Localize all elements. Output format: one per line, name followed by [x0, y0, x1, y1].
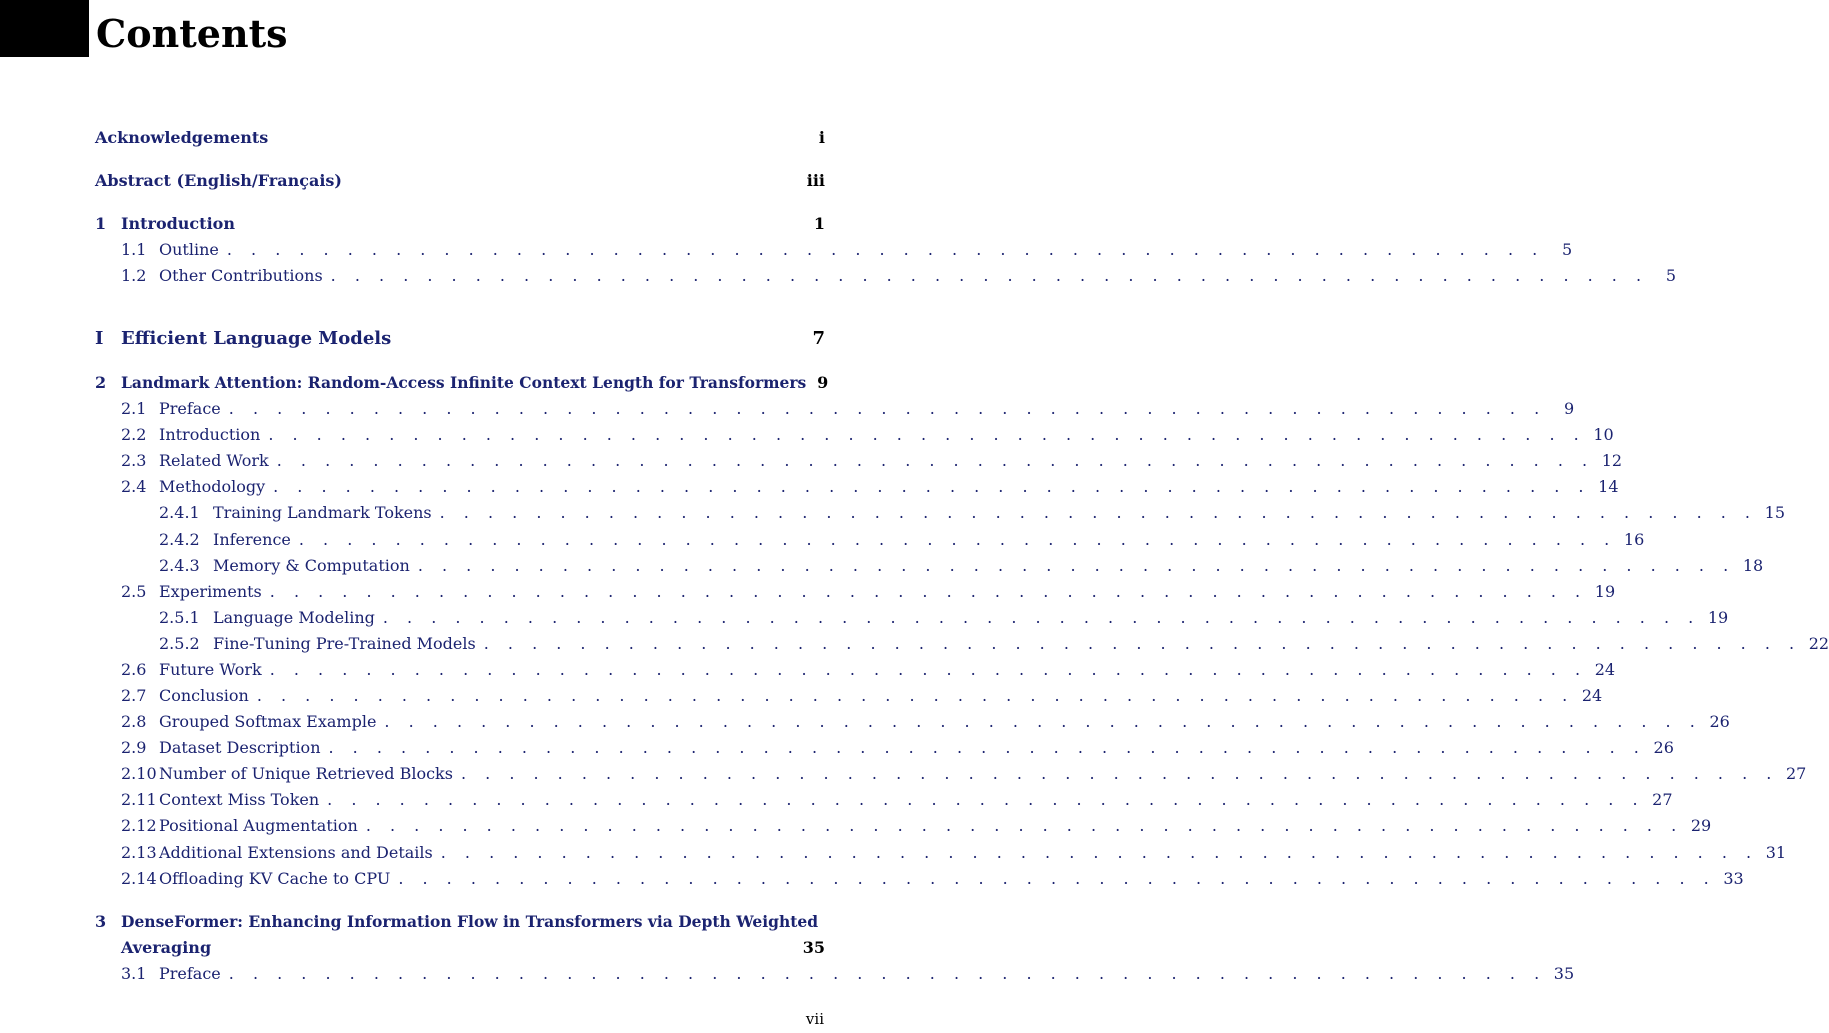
- dot-leader: . . . . . . . . . . . . . . . . . . . . . . . . . . . . . . . . . . . . . . . . . . . . . . . . . . . . . . .: [483, 634, 1802, 653]
- toc-chapter-label: Landmark Attention: Random-Access Infinite Context Length for Transformers: [121, 373, 807, 392]
- toc-section-number: 2.4.1: [159, 503, 200, 522]
- toc-section-number: 2.10: [121, 764, 157, 783]
- toc-section-label: Grouped Softmax Example: [159, 712, 377, 731]
- toc-entry-page: 9: [817, 373, 829, 392]
- toc-entry-page: 19: [1594, 582, 1616, 601]
- toc-section-2-8[interactable]: [121, 710, 1730, 734]
- toc-section-2-14[interactable]: [121, 867, 1744, 891]
- toc-section-number: 2.7: [121, 686, 147, 705]
- toc-entry-page: 35: [1553, 964, 1575, 983]
- toc-section-2-3[interactable]: [121, 449, 1623, 473]
- toc-chapter-2[interactable]: [95, 371, 829, 395]
- toc-part-label: Efficient Language Models: [121, 328, 392, 349]
- toc-section-2-5[interactable]: [121, 580, 1616, 604]
- toc-section-1-2[interactable]: [121, 264, 1677, 288]
- toc-entry-acknowledgements[interactable]: [95, 126, 825, 150]
- toc-chapter-1[interactable]: [95, 212, 825, 236]
- toc-entry-page: 1: [813, 214, 825, 233]
- toc-section-number: 2.4: [121, 477, 147, 496]
- toc-entry-page: 15: [1764, 503, 1785, 522]
- toc-section-number: 2.5.1: [159, 608, 200, 627]
- toc-entry-label: Acknowledgements: [95, 128, 269, 147]
- dot-leader: . . . . . . . . . . . . . . . . . . . . . . . . . . . . . . . . . . . . . . . . . . . . . . . . . . . . . . .: [228, 399, 1547, 418]
- toc-section-label: Additional Extensions and Details: [159, 843, 433, 862]
- toc-section-number: 2.8: [121, 712, 147, 731]
- toc-subsection-2-4-3[interactable]: [159, 554, 1764, 578]
- toc-section-number: 2.6: [121, 660, 147, 679]
- toc-section-number: 2.2: [121, 425, 147, 444]
- toc-section-number: 2.12: [121, 816, 157, 835]
- toc-entry-page: 33: [1723, 869, 1744, 888]
- toc-section-label: Related Work: [159, 451, 269, 470]
- toc-entry-page: 7: [812, 328, 825, 349]
- toc-section-number: 2.13: [121, 843, 157, 862]
- toc-section-number: 2.4.3: [159, 556, 200, 575]
- toc-section-2-1[interactable]: [121, 397, 1575, 421]
- dot-leader: . . . . . . . . . . . . . . . . . . . . . . . . . . . . . . . . . . . . . . . . . . . . . . . . . . . . . . .: [439, 503, 1757, 522]
- toc-section-number: 2.4.2: [159, 530, 200, 549]
- toc-section-2-4[interactable]: [121, 475, 1619, 499]
- toc-entry-page: 24: [1581, 686, 1603, 705]
- toc-part-number: I: [95, 328, 104, 349]
- toc-section-label: Preface: [159, 399, 221, 418]
- toc-section-label: Inference: [213, 530, 291, 549]
- toc-section-label: Memory & Computation: [213, 556, 410, 575]
- toc-entry-abstract[interactable]: [95, 169, 825, 193]
- page-number-footer: vii: [805, 1010, 824, 1028]
- dot-leader: . . . . . . . . . . . . . . . . . . . . . . . . . . . . . . . . . . . . . . . . . . . . . . . . . . . . . . .: [273, 477, 1591, 496]
- toc-section-2-13[interactable]: [121, 841, 1787, 865]
- toc-subsection-2-5-2[interactable]: [159, 632, 1829, 656]
- toc-section-number: 2.5: [121, 582, 147, 601]
- dot-leader: . . . . . . . . . . . . . . . . . . . . . . . . . . . . . . . . . . . . . . . . . . . . . . . . . . . . . . .: [228, 964, 1547, 983]
- toc-section-number: 3.1: [121, 964, 147, 983]
- toc-section-number: 2.1: [121, 399, 147, 418]
- toc-entry-page: 19: [1707, 608, 1729, 627]
- dot-leader: . . . . . . . . . . . . . . . . . . . . . . . . . . . . . . . . . . . . . . . . . . . . . . . . . . . . . . .: [398, 869, 1716, 888]
- toc-section-label: Conclusion: [159, 686, 249, 705]
- dot-leader: . . . . . . . . . . . . . . . . . . . . . . . . . . . . . . . . . . . . . . . . . . . . . . . . . . . . . . .: [269, 660, 1588, 679]
- toc-section-label: Offloading KV Cache to CPU: [159, 869, 391, 888]
- toc-entry-page: 27: [1652, 790, 1673, 809]
- toc-entry-page: 18: [1742, 556, 1764, 575]
- toc-chapter-3[interactable]: [95, 910, 825, 934]
- toc-entry-label: Abstract (English/Français): [95, 171, 342, 190]
- dot-leader: . . . . . . . . . . . . . . . . . . . . . . . . . . . . . . . . . . . . . . . . . . . . . . . . . . . . . . .: [298, 530, 1617, 549]
- dot-leader: . . . . . . . . . . . . . . . . . . . . . . . . . . . . . . . . . . . . . . . . . . . . . . . . . . . . . . .: [382, 608, 1701, 627]
- toc-entry-page: iii: [806, 171, 825, 190]
- toc-section-number: 2.14: [121, 869, 157, 888]
- toc-subsection-2-4-1[interactable]: [159, 501, 1785, 525]
- toc-subsection-2-4-2[interactable]: [159, 528, 1645, 552]
- toc-section-label: Number of Unique Retrieved Blocks: [159, 764, 453, 783]
- toc-section-label: Methodology: [159, 477, 266, 496]
- dot-leader: . . . . . . . . . . . . . . . . . . . . . . . . . . . . . . . . . . . . . . . . . . . . . . . . . . . . . . .: [327, 790, 1645, 809]
- dot-leader: . . . . . . . . . . . . . . . . . . . . . . . . . . . . . . . . . . . . . . . . . . . . . . . . . . . . . . .: [365, 816, 1684, 835]
- toc-chapter-3-continued[interactable]: [121, 936, 825, 960]
- toc-section-2-12[interactable]: [121, 814, 1712, 838]
- dot-leader: . . . . . . . . . . . . . . . . . . . . . . . . . . . . . . . . . . . . . . . . . . . . . . . . . . . . . . .: [226, 240, 1545, 259]
- toc-section-2-2[interactable]: [121, 423, 1614, 447]
- toc-section-3-1[interactable]: [121, 962, 1575, 986]
- toc-entry-page: 22: [1808, 634, 1829, 653]
- toc-section-label: Fine-Tuning Pre-Trained Models: [213, 634, 476, 653]
- toc-section-label: Context Miss Token: [159, 790, 320, 809]
- toc-section-2-6[interactable]: [121, 658, 1616, 682]
- dot-leader: . . . . . . . . . . . . . . . . . . . . . . . . . . . . . . . . . . . . . . . . . . . . . . . . . . . . . . .: [440, 843, 1759, 862]
- dot-leader: . . . . . . . . . . . . . . . . . . . . . . . . . . . . . . . . . . . . . . . . . . . . . . . . . . . . . . .: [256, 686, 1575, 705]
- toc-entry-page: 27: [1785, 764, 1807, 783]
- dot-leader: . . . . . . . . . . . . . . . . . . . . . . . . . . . . . . . . . . . . . . . . . . . . . . . . . . . . . . .: [417, 556, 1736, 575]
- toc-section-number: 2.9: [121, 738, 147, 757]
- toc-section-label: Introduction: [159, 425, 261, 444]
- page-title: Contents: [96, 11, 288, 56]
- toc-entry-page: 5: [1665, 266, 1677, 285]
- toc-entry-page: 26: [1709, 712, 1730, 731]
- toc-chapter-number: 3: [95, 912, 107, 931]
- toc-entry-page: 9: [1563, 399, 1575, 418]
- chapter-tab-block: [0, 0, 89, 57]
- toc-entry-page: 5: [1562, 240, 1573, 259]
- toc-chapter-label: Averaging: [121, 938, 212, 957]
- toc-section-number: 1.2: [121, 266, 147, 285]
- toc-entry-page: 12: [1601, 451, 1623, 470]
- dot-leader: . . . . . . . . . . . . . . . . . . . . . . . . . . . . . . . . . . . . . . . . . . . . . . . . . . . . . . .: [328, 738, 1646, 757]
- toc-section-label: Dataset Description: [159, 738, 321, 757]
- dot-leader: . . . . . . . . . . . . . . . . . . . . . . . . . . . . . . . . . . . . . . . . . . . . . . . . . . . . . . .: [460, 764, 1779, 783]
- toc-subsection-2-5-1[interactable]: [159, 606, 1729, 630]
- toc-section-label: Future Work: [159, 660, 262, 679]
- toc-entry-page: i: [818, 128, 825, 147]
- toc-section-2-11[interactable]: [121, 788, 1673, 812]
- toc-section-label: Preface: [159, 964, 221, 983]
- toc-entry-page: 31: [1765, 843, 1787, 862]
- toc-entry-page: 14: [1598, 477, 1619, 496]
- toc-part-1[interactable]: [95, 327, 825, 351]
- toc-entry-page: 29: [1690, 816, 1712, 835]
- toc-section-2-7[interactable]: [121, 684, 1603, 708]
- toc-section-label: Language Modeling: [213, 608, 375, 627]
- toc-entry-page: 10: [1593, 425, 1614, 444]
- toc-section-label: Experiments: [159, 582, 262, 601]
- dot-leader: . . . . . . . . . . . . . . . . . . . . . . . . . . . . . . . . . . . . . . . . . . . . . . . . . . . . . . .: [330, 266, 1649, 285]
- toc-section-number: 1.1: [121, 240, 147, 259]
- dot-leader: . . . . . . . . . . . . . . . . . . . . . . . . . . . . . . . . . . . . . . . . . . . . . . . . . . . . . . .: [268, 425, 1586, 444]
- toc-section-number: 2.5.2: [159, 634, 200, 653]
- dot-leader: . . . . . . . . . . . . . . . . . . . . . . . . . . . . . . . . . . . . . . . . . . . . . . . . . . . . . . .: [276, 451, 1595, 470]
- toc-section-label: Training Landmark Tokens: [213, 503, 432, 522]
- toc-section-1-1[interactable]: [121, 238, 1573, 262]
- dot-leader: . . . . . . . . . . . . . . . . . . . . . . . . . . . . . . . . . . . . . . . . . . . . . . . . . . . . . . .: [384, 712, 1702, 731]
- toc-entry-page: 35: [802, 938, 825, 957]
- toc-section-2-10[interactable]: [121, 762, 1807, 786]
- toc-section-label: Positional Augmentation: [159, 816, 358, 835]
- toc-section-label: Outline: [159, 240, 219, 259]
- toc-chapter-label: Introduction: [121, 214, 235, 233]
- toc-chapter-number: 2: [95, 373, 107, 392]
- toc-section-number: 2.3: [121, 451, 147, 470]
- toc-entry-page: 16: [1623, 530, 1645, 549]
- toc-entry-page: 26: [1653, 738, 1674, 757]
- toc-chapter-number: 1: [95, 214, 107, 233]
- toc-chapter-label: DenseFormer: Enhancing Information Flow in Transformers via Depth Weighted: [121, 912, 819, 931]
- dot-leader: . . . . . . . . . . . . . . . . . . . . . . . . . . . . . . . . . . . . . . . . . . . . . . . . . . . . . . .: [269, 582, 1588, 601]
- toc-section-label: Other Contributions: [159, 266, 323, 285]
- toc-entry-page: 24: [1594, 660, 1616, 679]
- toc-section-number: 2.11: [121, 790, 157, 809]
- toc-section-2-9[interactable]: [121, 736, 1674, 760]
